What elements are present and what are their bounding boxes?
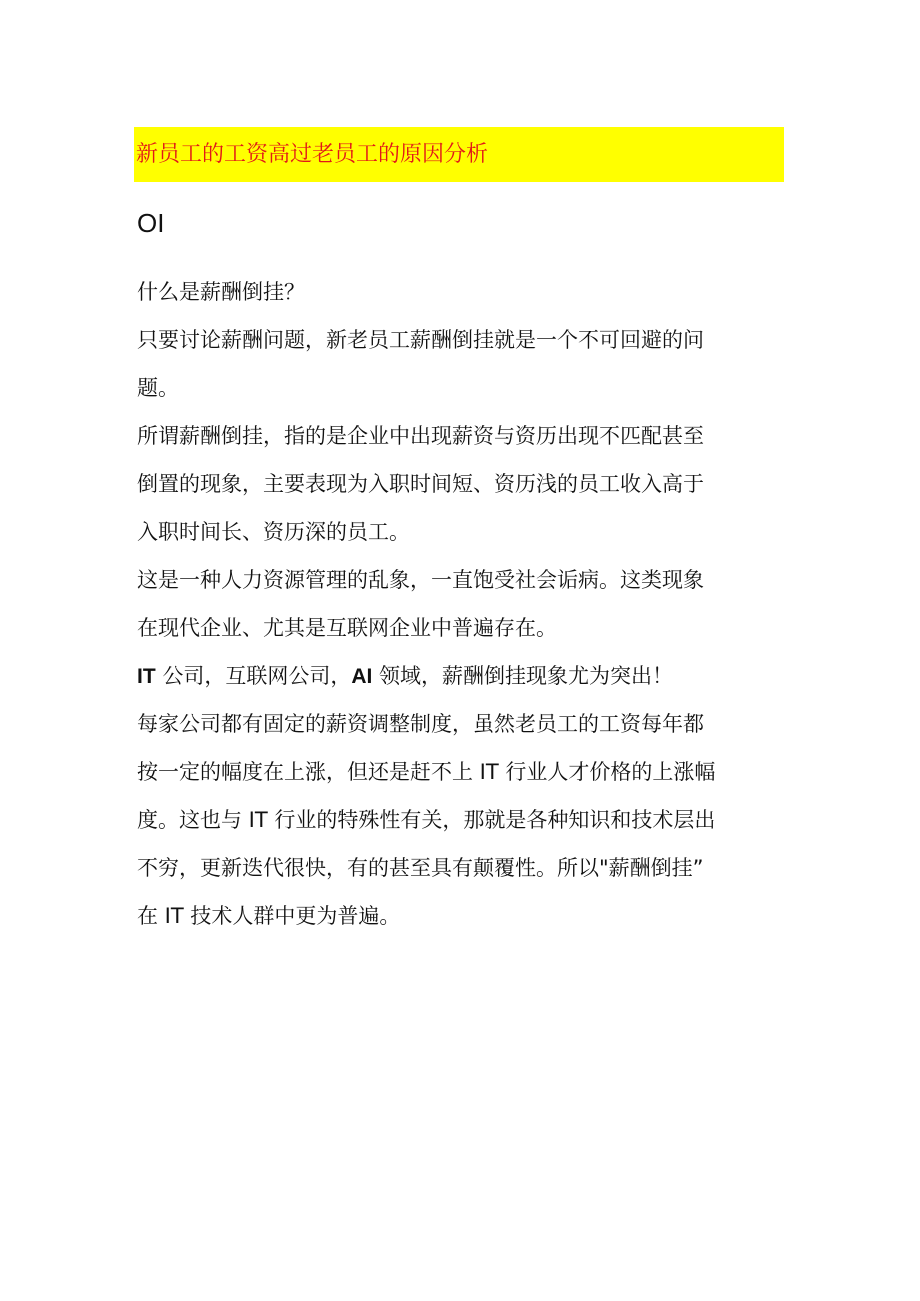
paragraph-line: 入职时间长、资历深的员工。 <box>137 520 410 544</box>
paragraph-line: 每家公司都有固定的薪资调整制度，虽然老员工的工资每年都 <box>137 712 704 736</box>
paragraph-line: 度。这也与 IT 行业的特殊性有关，那就是各种知识和技术层出 <box>137 808 716 832</box>
paragraph-line: 这是一种人力资源管理的乱象，一直饱受社会诟病。这类现象 <box>137 568 704 592</box>
paragraph-line: 只要讨论薪酬问题，新老员工薪酬倒挂就是一个不可回避的问 <box>137 328 704 352</box>
paragraph-line: 不穷，更新迭代很快，有的甚至具有颠覆性。所以"薪酬倒挂” <box>137 856 704 880</box>
paragraph-line: 倒置的现象，主要表现为入职时间短、资历浅的员工收入高于 <box>137 472 704 496</box>
paragraph-line: 在 IT 技术人群中更为普遍。 <box>137 904 401 928</box>
paragraph-line: 题。 <box>137 376 179 400</box>
highlight-line <box>137 652 777 700</box>
document-title: 新员工的工资高过老员工的原因分析 <box>136 142 489 167</box>
it-bold-text: IT <box>137 665 156 688</box>
paragraph-line: 所谓薪酬倒挂，指的是企业中出现薪资与资历出现不匹配甚至 <box>137 424 704 448</box>
paragraph-line: 什么是薪酬倒挂？ <box>137 280 305 304</box>
body-text <box>137 268 777 940</box>
title-highlight-bar <box>134 127 784 182</box>
paragraph-line: 在现代企业、尤其是互联网企业中普遍存在。 <box>137 616 557 640</box>
paragraph-line: 按一定的幅度在上涨，但还是赶不上 IT 行业人才价格的上涨幅 <box>137 760 716 784</box>
highlight-part-2: 领域，薪酬倒挂现象尤为突出！ <box>372 664 674 688</box>
section-number: OI <box>137 208 165 238</box>
ai-bold-text: AI <box>351 665 373 688</box>
highlight-part-1: 公司，互联网公司， <box>155 664 352 688</box>
